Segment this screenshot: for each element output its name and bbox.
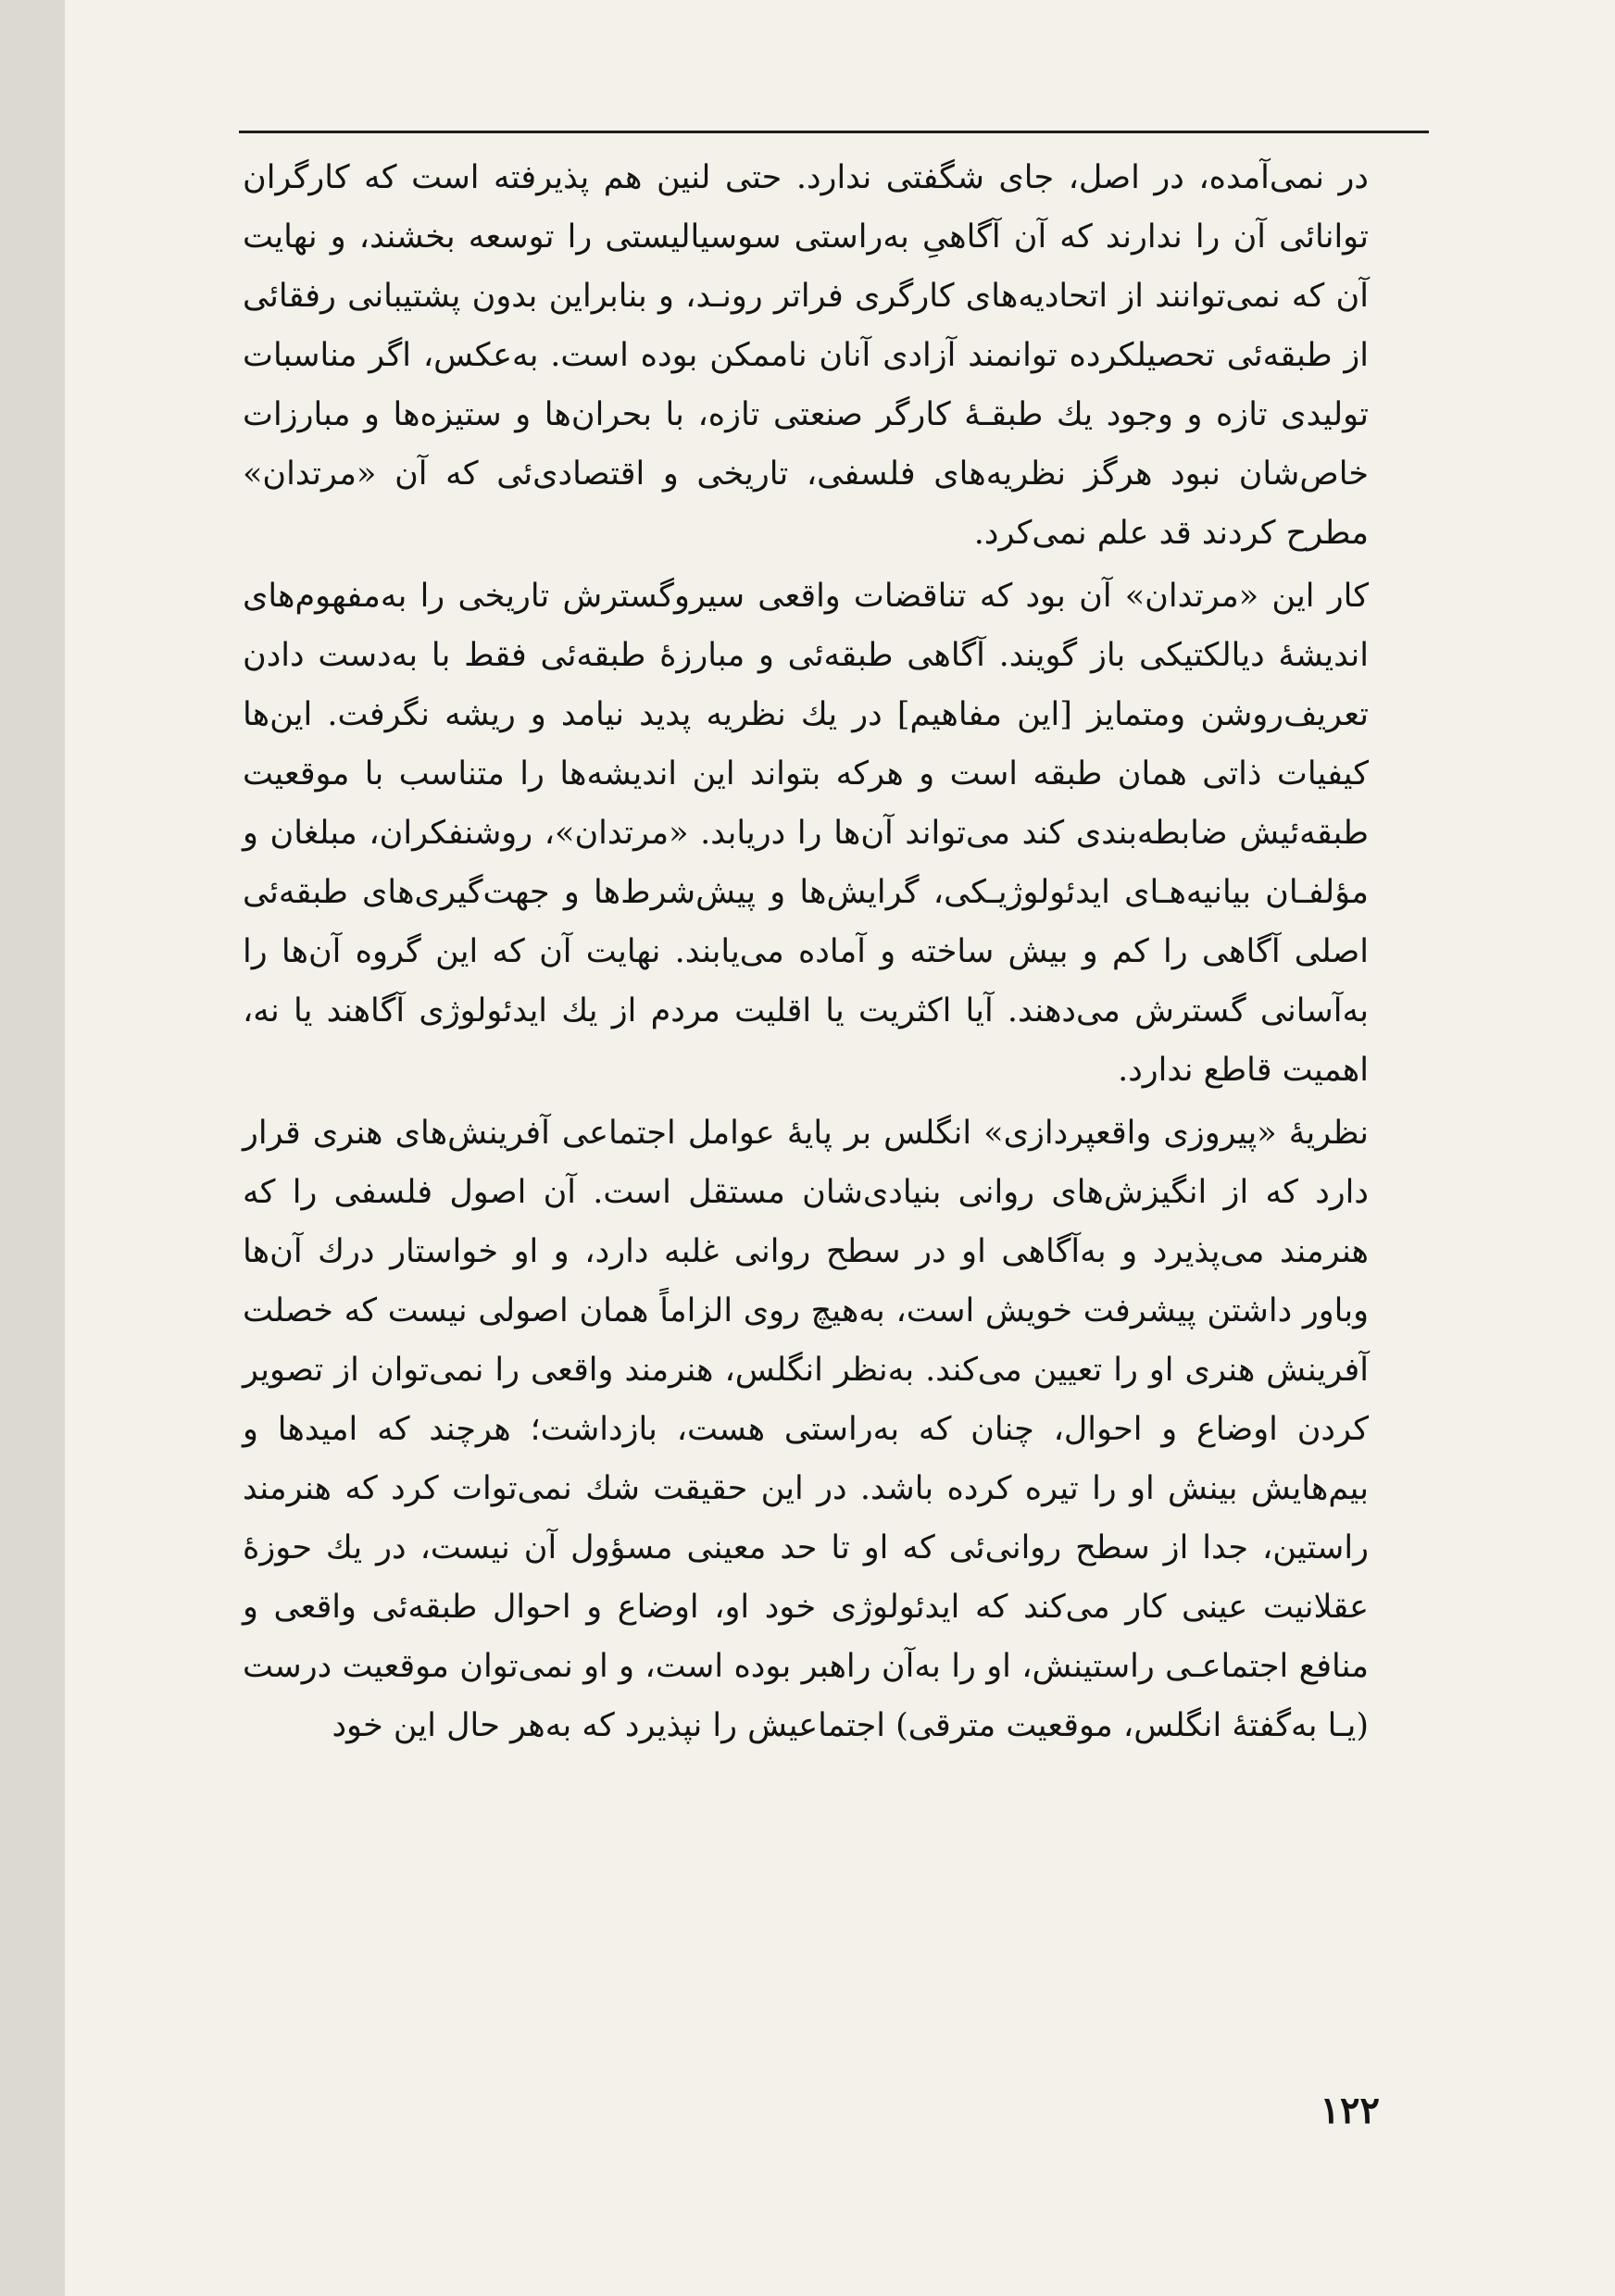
body-text xyxy=(243,148,1369,1759)
paragraph-3: نظریۀ «پیروزی واقعپردازی» انگلس بر پایۀ عوامل اجتماعی آفرینش‌های هنری قرار دارد که از انگیزش‌های روانی بنیادی‌شان مستقل است. آن اصول فلسفی را که هنرمند می‌پذیرد و به‌آگاهی او در سطح روانی غلبه دارد، و او خواستار درك آن‌ها وباور داشتن پیشرفت خویش است، به‌هیچ روی الزاماً همان اصولی نیست که خصلت آفرینش هنری او را تعیین می‌کند. به‌نظر انگلس، هنرمند واقعی را نمی‌توان از تصویر کردن اوضاع و احوال، چنان که به‌راستی هست، بازداشت؛ هرچند که امیدها و بیم‌هایش بینش او را تیره کرده باشد. در این حقیقت شك نمی‌توات کرد که هنرمند راستین، جدا از سطح روانی‌ئی که او تا حد معینی مسؤول آن نیست، در یك حوزۀ عقلانیت عینی کار می‌کند که ایدئولوژی خود او، اوضاع و احوال طبقه‌ئی واقعی و منافع اجتماعـی راستینش، او را به‌آن راهبر بوده است، و او نمی‌توان موقعیت درست (یـا به‌گفتۀ انگلس، موقعیت مترقی) اجتماعیش را نپذیرد که به‌هر حال این خود xyxy=(243,1115,1369,1744)
page-number: ۱۲۲ xyxy=(1320,2089,1380,2132)
paragraph-1: در نمی‌آمده، در اصل، جای شگفتی ندارد. حتی لنین هم پذیرفته است که کارگران توانائی آن را ندارند که آن آگاهیِ به‌راستی سوسیالیستی را توسعه بخشند، و نهایت آن که نمی‌توانند از اتحادیه‌های کارگری فراتر رونـد، و بنابراین بدون پشتیبانی رفقائی از طبقه‌ئی تحصیلکرده توانمند آزادی آنان ناممکن بوده است. به‌عکس، اگر مناسبات تولیدی تازه و وجود یك طبقـۀ کارگر صنعتی تازه، با بحران‌ها و ستیزه‌ها و مبارزات خاص‌شان نبود هرگز نظریه‌های فلسفی، تاریخی و اقتصادی‌ئی که آن «مرتدان» مطرح کردند قد علم نمی‌کرد. xyxy=(243,159,1369,552)
header-rule xyxy=(239,131,1429,133)
book-page xyxy=(65,0,1615,2296)
paragraph-2: کار این «مرتدان» آن بود که تناقضات واقعی سیروگسترش تاریخی را به‌مفهوم‌های اندیشۀ دیالکتیکی باز گویند. آگاهی طبقه‌ئی و مبارزۀ طبقه‌ئی فقط با به‌دست دادن تعریف‌روشن ومتمایز [این مفاهیم] در یك نظریه پدید نیامد و ریشه نگرفت. این‌ها کیفیات ذاتی همان طبقه است و هرکه بتواند این اندیشه‌ها را متناسب با موقعیت طبقه‌ئیش ضابطه‌بندی کند می‌تواند آن‌ها را دریابد. «مرتدان»، روشنفکران، مبلغان و مؤلفـان بیانیه‌هـای ایدئولوژیـکی، گرایش‌ها و پیش‌شرط‌ها و جهت‌گیری‌های طبقه‌ئی اصلی آگاهی را کم و بیش ساخته و آماده می‌یابند. نهایت آن که این گروه آن‌ها را به‌آسانی گسترش می‌دهند. آیا اکثریت یا اقلیت مردم از یك ایدئولوژی آگاهند یا نه، اهمیت قاطع ندارد. xyxy=(243,578,1369,1089)
